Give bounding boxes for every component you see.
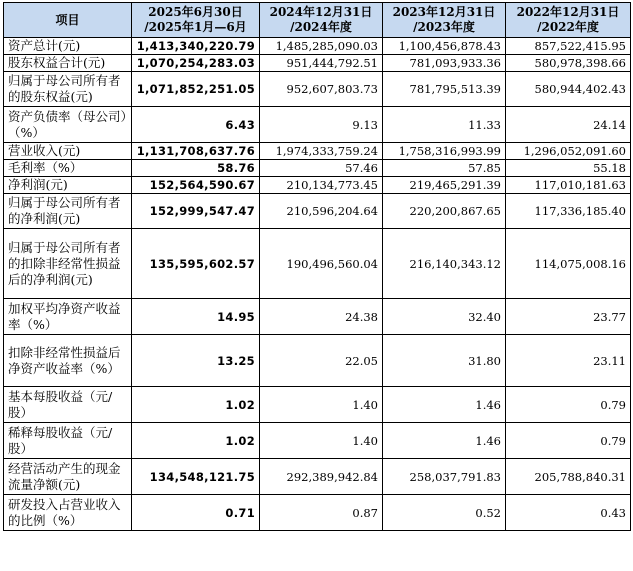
cell-2024: 1.40 xyxy=(260,423,383,459)
cell-2024: 952,607,803.73 xyxy=(260,72,383,107)
row-label: 毛利率（%） xyxy=(4,160,132,177)
row-label: 归属于母公司所有者的扣除非经常性损益后的净利润(元) xyxy=(4,229,132,299)
cell-2023: 219,465,291.39 xyxy=(383,177,506,194)
cell-2025h1: 135,595,602.57 xyxy=(132,229,260,299)
header-2025h1-date: 2025年6月30日 xyxy=(148,5,243,19)
cell-2024: 1.40 xyxy=(260,387,383,423)
row-label: 研发投入占营业收入的比例（%） xyxy=(4,495,132,531)
cell-2025h1: 0.71 xyxy=(132,495,260,531)
cell-2023: 781,795,513.39 xyxy=(383,72,506,107)
cell-2024: 22.05 xyxy=(260,335,383,387)
cell-2022: 117,336,185.40 xyxy=(506,194,631,229)
cell-2022: 24.14 xyxy=(506,107,631,143)
header-item-label: 项目 xyxy=(55,12,80,27)
cell-2023: 11.33 xyxy=(383,107,506,143)
header-2023-date: 2023年12月31日 xyxy=(392,5,496,19)
cell-2025h1: 1,131,708,637.76 xyxy=(132,143,260,160)
cell-2023: 258,037,791.83 xyxy=(383,459,506,495)
cell-2022: 0.79 xyxy=(506,387,631,423)
cell-2023: 31.80 xyxy=(383,335,506,387)
header-2024-date: 2024年12月31日 xyxy=(269,5,373,19)
table-header-row xyxy=(4,3,631,38)
cell-2024: 0.87 xyxy=(260,495,383,531)
table-row xyxy=(4,495,631,531)
cell-2024: 9.13 xyxy=(260,107,383,143)
cell-2022: 23.11 xyxy=(506,335,631,387)
row-label: 净利润(元) xyxy=(4,177,132,194)
cell-2024: 210,596,204.64 xyxy=(260,194,383,229)
cell-2024: 210,134,773.45 xyxy=(260,177,383,194)
header-2023-period: /2023年度 xyxy=(413,20,475,34)
row-label: 股东权益合计(元) xyxy=(4,55,132,72)
cell-2023: 1,100,456,878.43 xyxy=(383,38,506,55)
cell-2025h1: 14.95 xyxy=(132,299,260,335)
table-row xyxy=(4,72,631,107)
cell-2022: 0.79 xyxy=(506,423,631,459)
cell-2024: 57.46 xyxy=(260,160,383,177)
cell-2022: 1,296,052,091.60 xyxy=(506,143,631,160)
cell-2025h1: 152,999,547.47 xyxy=(132,194,260,229)
cell-2025h1: 6.43 xyxy=(132,107,260,143)
header-2022-date: 2022年12月31日 xyxy=(516,5,620,19)
row-label: 经营活动产生的现金流量净额(元) xyxy=(4,459,132,495)
cell-2023: 32.40 xyxy=(383,299,506,335)
row-label: 扣除非经常性损益后净资产收益率（%） xyxy=(4,335,132,387)
cell-2023: 220,200,867.65 xyxy=(383,194,506,229)
cell-2025h1: 58.76 xyxy=(132,160,260,177)
header-2022 xyxy=(506,3,631,38)
table-row xyxy=(4,299,631,335)
table-row xyxy=(4,38,631,55)
row-label: 资产总计(元) xyxy=(4,38,132,55)
cell-2023: 781,093,933.36 xyxy=(383,55,506,72)
table-row xyxy=(4,229,631,299)
table-row xyxy=(4,143,631,160)
cell-2023: 0.52 xyxy=(383,495,506,531)
cell-2025h1: 134,548,121.75 xyxy=(132,459,260,495)
row-label: 归属于母公司所有者的净利润(元) xyxy=(4,194,132,229)
table-row xyxy=(4,107,631,143)
cell-2022: 580,978,398.66 xyxy=(506,55,631,72)
table-row xyxy=(4,194,631,229)
cell-2022: 205,788,840.31 xyxy=(506,459,631,495)
cell-2022: 857,522,415.95 xyxy=(506,38,631,55)
header-2024-period: /2024年度 xyxy=(290,20,352,34)
cell-2024: 1,485,285,090.03 xyxy=(260,38,383,55)
cell-2023: 216,140,343.12 xyxy=(383,229,506,299)
cell-2023: 1.46 xyxy=(383,423,506,459)
cell-2022: 114,075,008.16 xyxy=(506,229,631,299)
cell-2025h1: 13.25 xyxy=(132,335,260,387)
financial-data-table xyxy=(3,2,631,531)
cell-2025h1: 152,564,590.67 xyxy=(132,177,260,194)
cell-2023: 1.46 xyxy=(383,387,506,423)
cell-2025h1: 1,071,852,251.05 xyxy=(132,72,260,107)
table-row xyxy=(4,459,631,495)
cell-2024: 951,444,792.51 xyxy=(260,55,383,72)
table-row xyxy=(4,55,631,72)
cell-2022: 55.18 xyxy=(506,160,631,177)
header-2025h1-period: /2025年1月—6月 xyxy=(144,20,247,34)
cell-2024: 1,974,333,759.24 xyxy=(260,143,383,160)
cell-2022: 0.43 xyxy=(506,495,631,531)
header-2022-period: /2022年度 xyxy=(537,20,599,34)
row-label: 加权平均净资产收益率（%） xyxy=(4,299,132,335)
cell-2024: 24.38 xyxy=(260,299,383,335)
table-row xyxy=(4,423,631,459)
header-2024 xyxy=(260,3,383,38)
row-label: 营业收入(元) xyxy=(4,143,132,160)
row-label: 归属于母公司所有者的股东权益(元) xyxy=(4,72,132,107)
row-label: 稀释每股收益（元/股） xyxy=(4,423,132,459)
table-row xyxy=(4,160,631,177)
cell-2022: 580,944,402.43 xyxy=(506,72,631,107)
cell-2022: 23.77 xyxy=(506,299,631,335)
cell-2025h1: 1.02 xyxy=(132,423,260,459)
header-2025h1 xyxy=(132,3,260,38)
cell-2024: 292,389,942.84 xyxy=(260,459,383,495)
row-label: 资产负债率（母公司）（%） xyxy=(4,107,132,143)
cell-2022: 117,010,181.63 xyxy=(506,177,631,194)
row-label: 基本每股收益（元/股） xyxy=(4,387,132,423)
cell-2024: 190,496,560.04 xyxy=(260,229,383,299)
cell-2023: 57.85 xyxy=(383,160,506,177)
cell-2023: 1,758,316,993.99 xyxy=(383,143,506,160)
cell-2025h1: 1,413,340,220.79 xyxy=(132,38,260,55)
cell-2025h1: 1,070,254,283.03 xyxy=(132,55,260,72)
header-item xyxy=(4,3,132,38)
table-row xyxy=(4,335,631,387)
table-row xyxy=(4,387,631,423)
table-row xyxy=(4,177,631,194)
header-2023 xyxy=(383,3,506,38)
cell-2025h1: 1.02 xyxy=(132,387,260,423)
